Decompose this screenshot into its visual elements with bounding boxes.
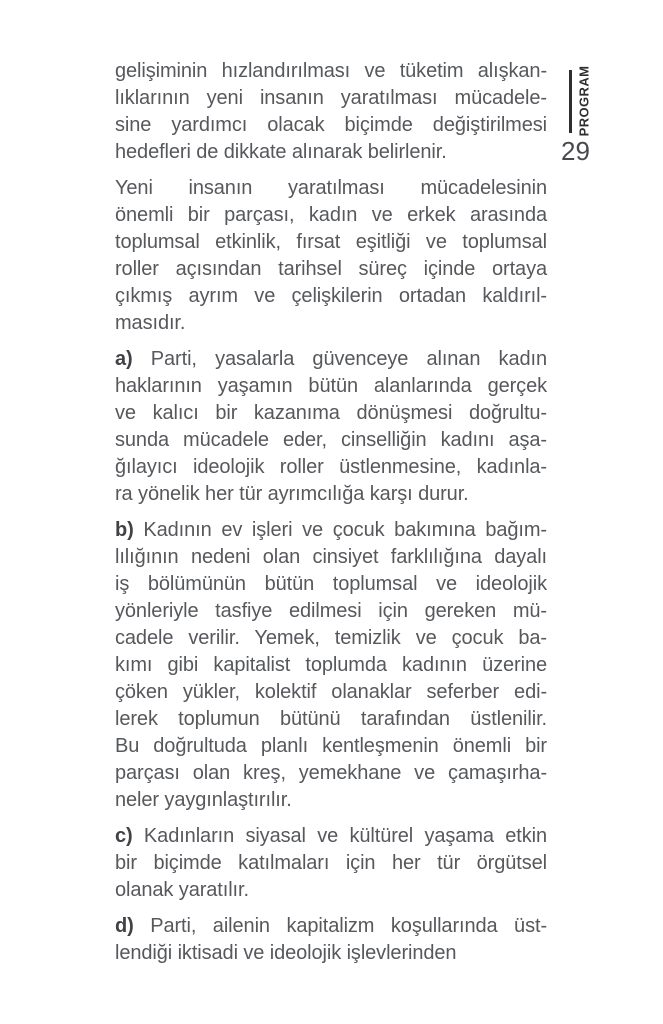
paragraph xyxy=(115,823,547,904)
text-line: ra yönelik her tür ayrımcılığa karşı durur. xyxy=(115,483,469,505)
text-line: kımı gibi kapitalist toplumda kadının üzerine xyxy=(115,654,547,676)
paragraph xyxy=(115,913,547,967)
text-line: lıklarının yeni insanın yaratılması mücadele- xyxy=(115,87,547,109)
text-line: ğılayıcı ideolojik roller üstlenmesine, kadınla- xyxy=(115,456,547,478)
section-rule xyxy=(569,70,572,133)
text-line: a) Parti, yasalarla güvenceye alınan kadın xyxy=(115,348,547,370)
paragraph xyxy=(115,175,547,337)
list-marker: a) xyxy=(115,348,133,370)
text-line: lendiği iktisadi ve ideolojik işlevlerinden xyxy=(115,942,457,964)
paragraph xyxy=(115,346,547,508)
list-marker: d) xyxy=(115,915,134,937)
text-line: d) Parti, ailenin kapitalizm koşullarında üst- xyxy=(115,915,547,937)
text-line: ve kalıcı bir kazanıma dönüşmesi doğrultu- xyxy=(115,402,547,424)
text-line: yönleriyle tasfiye edilmesi için gereken mü- xyxy=(115,600,547,622)
text-line: toplumsal etkinlik, fırsat eşitliği ve toplumsal xyxy=(115,231,547,253)
text-line: Bu doğrultuda planlı kentleşmenin önemli bir xyxy=(115,735,547,757)
text-line: roller açısından tarihsel süreç içinde ortaya xyxy=(115,258,547,280)
text-line: sunda mücadele eder, cinselliğin kadını aşa- xyxy=(115,429,547,451)
paragraph xyxy=(115,58,547,166)
text-line: b) Kadının ev işleri ve çocuk bakımına bağım- xyxy=(115,519,547,541)
text-line: Yeni insanın yaratılması mücadelesinin xyxy=(115,177,547,199)
text-line: çıkmış ayrım ve çelişkilerin ortadan kaldırıl- xyxy=(115,285,547,307)
text-line: lılığının nedeni olan cinsiyet farklılığına dayalı xyxy=(115,546,547,568)
list-marker: b) xyxy=(115,519,134,541)
page-text xyxy=(115,58,547,976)
text-line: lerek toplumun bütünü tarafından üstlenilir. xyxy=(115,708,547,730)
text-line: masıdır. xyxy=(115,312,186,334)
text-line: olanak yaratılır. xyxy=(115,879,249,901)
text-line: haklarının yaşamın bütün alanlarında gerçek xyxy=(115,375,547,397)
text-line: neler yaygınlaştırılır. xyxy=(115,789,292,811)
text-line: hedefleri de dikkate alınarak belirlenir. xyxy=(115,141,447,163)
text-line: bir biçimde katılmaları için her tür örgütsel xyxy=(115,852,547,874)
text-line: cadele verilir. Yemek, temizlik ve çocuk ba- xyxy=(115,627,547,649)
text-line: sine yardımcı olacak biçimde değiştirilmesi xyxy=(115,114,547,136)
page-number: 29 xyxy=(561,136,590,166)
paragraph xyxy=(115,517,547,814)
text-line: gelişiminin hızlandırılması ve tüketim alışkan- xyxy=(115,60,547,82)
text-line: c) Kadınların siyasal ve kültürel yaşama etkin xyxy=(115,825,547,847)
list-marker: c) xyxy=(115,825,133,847)
text-line: iş bölümünün bütün toplumsal ve ideolojik xyxy=(115,573,547,595)
margin-section-label: PROGRAM xyxy=(576,65,592,137)
text-line: önemli bir parçası, kadın ve erkek arasında xyxy=(115,204,547,226)
text-line: çöken yükler, kolektif olanaklar seferber edi- xyxy=(115,681,547,703)
text-line: parçası olan kreş, yemekhane ve çamaşırha- xyxy=(115,762,547,784)
